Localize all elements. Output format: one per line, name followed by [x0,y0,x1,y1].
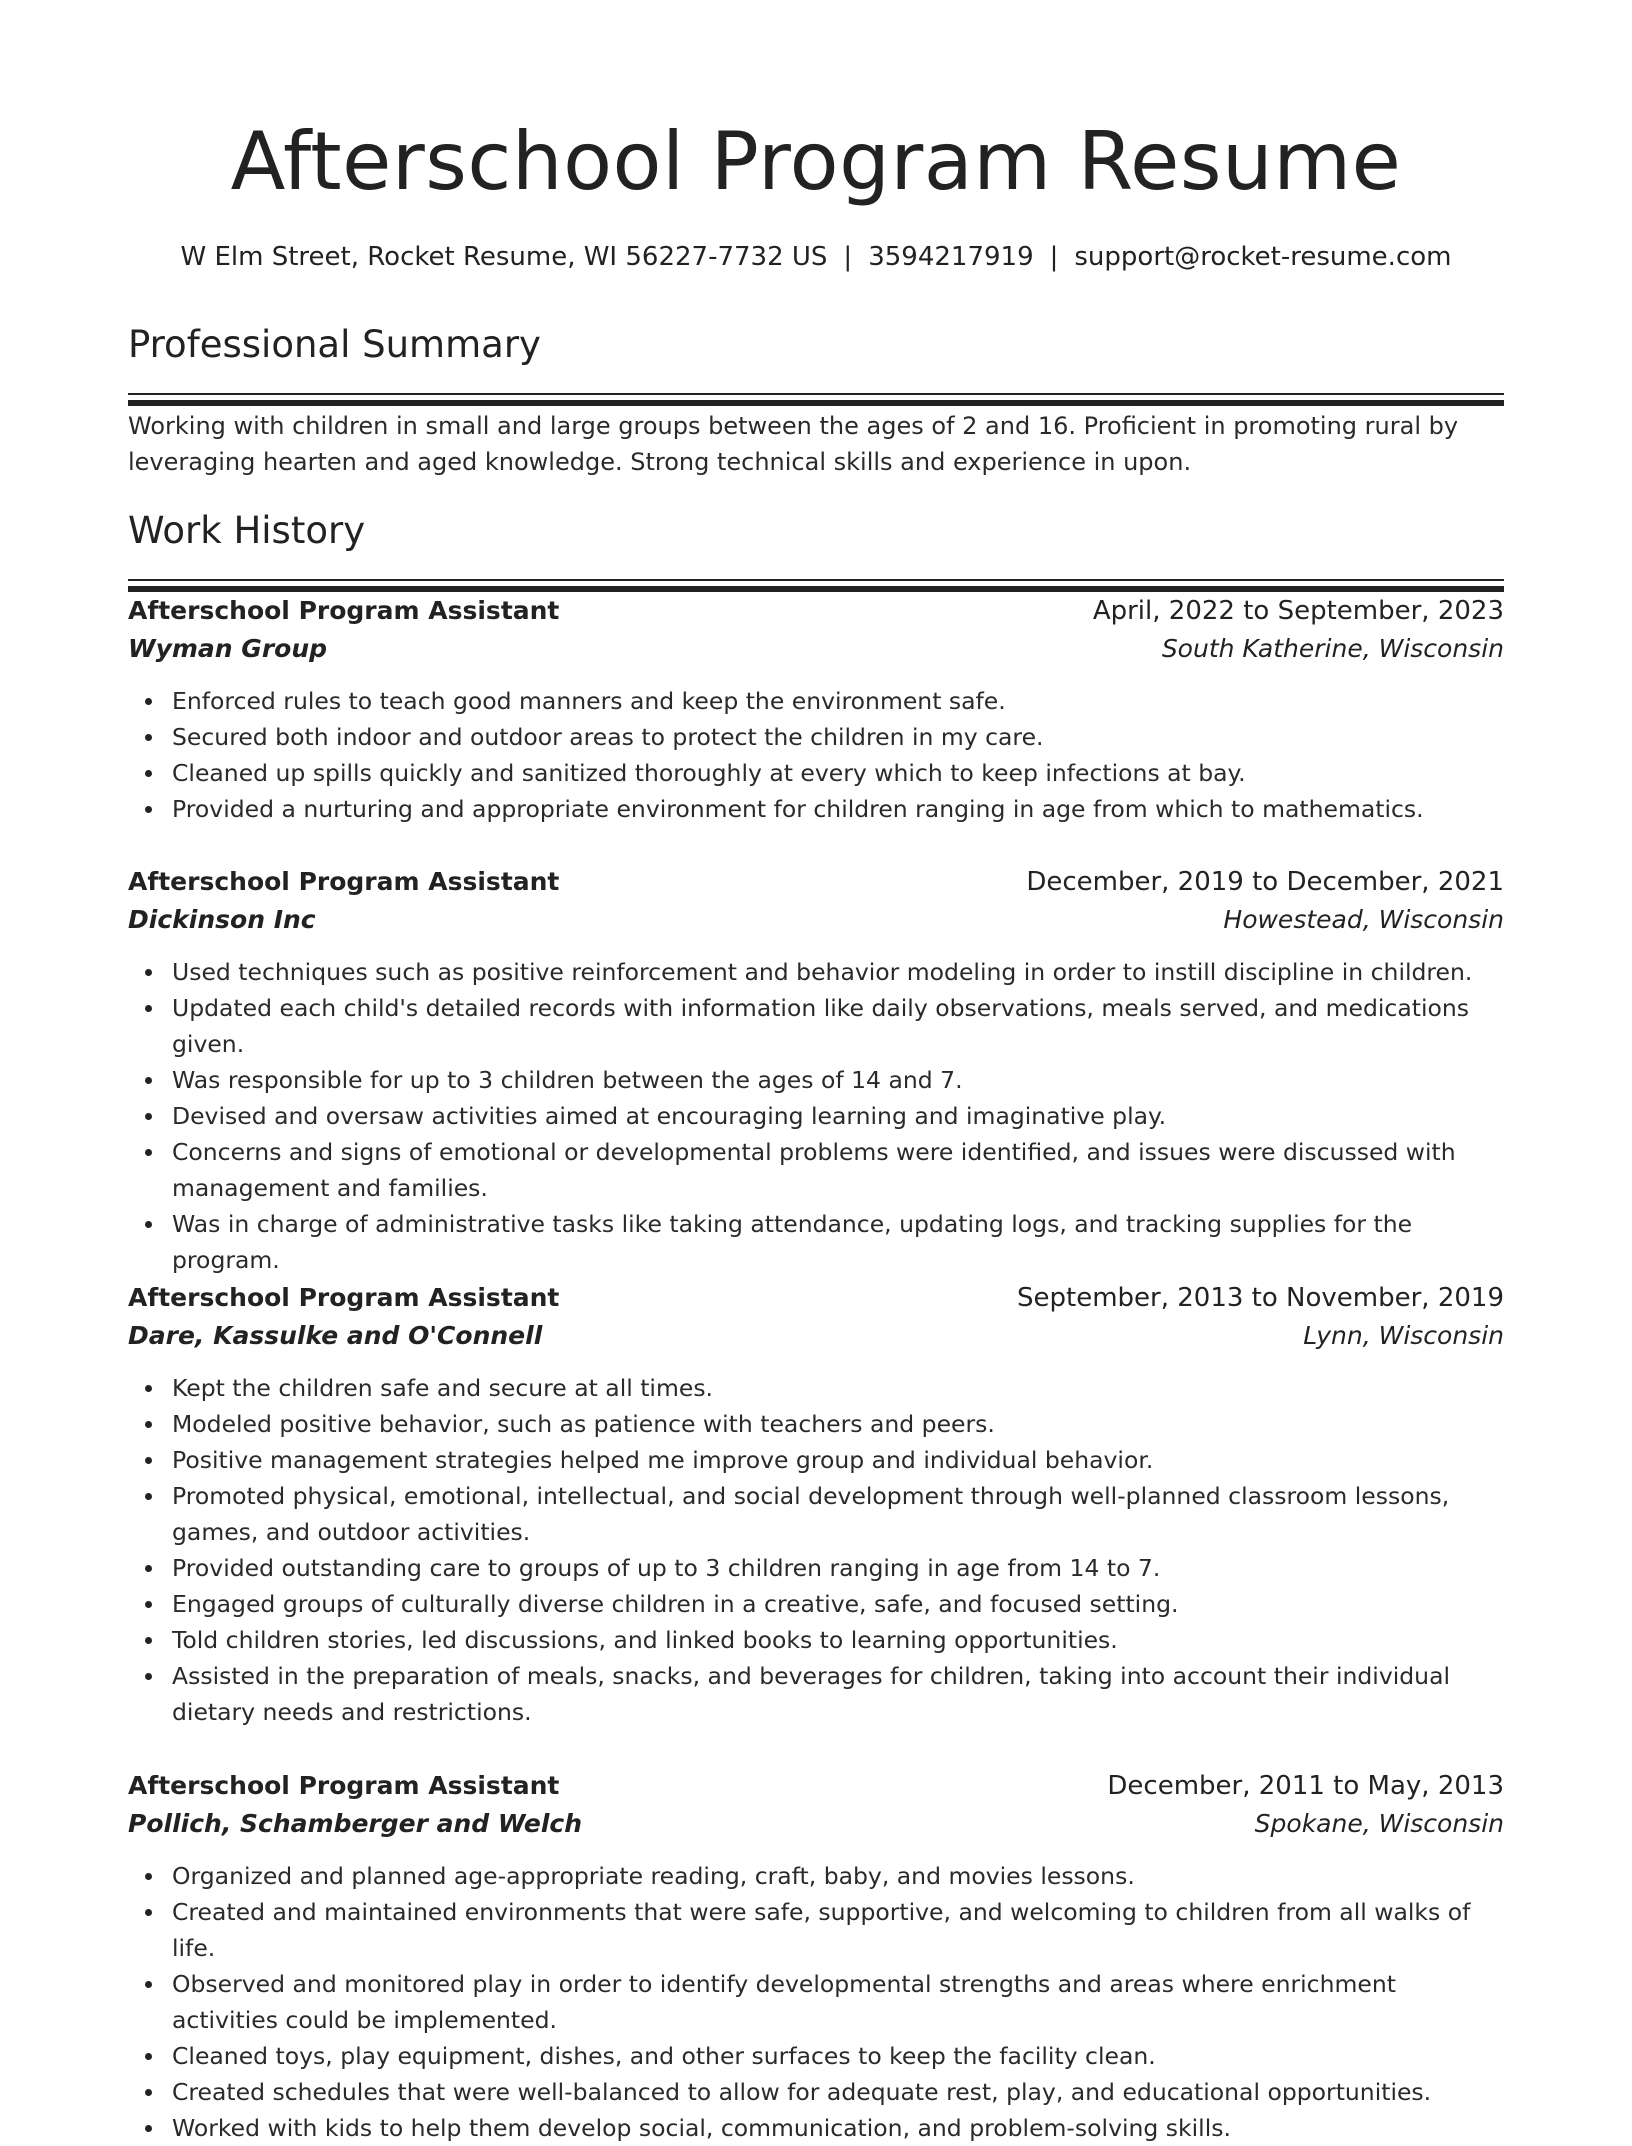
bullet-item: Created schedules that were well-balanced to allow for adequate rest, play, and educational opportunities. [128,2074,1504,2110]
job-header [128,867,1504,897]
job-entry [128,1771,1504,2146]
job-location: Lynn, Wisconsin [1303,1321,1504,1350]
job-dates: April, 2022 to September, 2023 [1092,596,1504,626]
bullet-item: Used techniques such as positive reinforcement and behavior modeling in order to instill discipline in children. [128,954,1504,990]
job-subheader [128,1321,1504,1350]
job-location: Spokane, Wisconsin [1254,1809,1504,1838]
job-title: Afterschool Program Assistant [128,596,560,625]
work-history-section [128,509,1504,592]
company-name: Dare, Kassulke and O'Connell [128,1321,543,1350]
bullet-item: Cleaned up spills quickly and sanitized thoroughly at every which to keep infections at bay. [128,755,1504,791]
bullet-item: Assisted in the preparation of meals, snacks, and beverages for children, taking into account their individual dietary needs and restrictions. [128,1658,1504,1730]
job-entry [128,596,1504,827]
bullet-item: Provided outstanding care to groups of up to 3 children ranging in age from 14 to 7. [128,1550,1504,1586]
contact-line [0,242,1632,272]
bullet-item: Engaged groups of culturally diverse children in a creative, safe, and focused setting. [128,1586,1504,1622]
bullet-item: Worked with kids to help them develop social, communication, and problem-solving skills. [128,2110,1504,2146]
section-divider [128,393,1504,395]
contact-address: W Elm Street, Rocket Resume, WI 56227-7732 US [180,242,828,272]
job-title: Afterschool Program Assistant [128,1771,560,1800]
bullet-item: Was responsible for up to 3 children between the ages of 14 and 7. [128,1062,1504,1098]
bullet-item: Was in charge of administrative tasks like taking attendance, updating logs, and tracking supplies for the program. [128,1206,1504,1278]
bullet-item: Observed and monitored play in order to identify developmental strengths and areas where enrichment activities could be implemented. [128,1966,1504,2038]
bullet-item: Positive management strategies helped me improve group and individual behavior. [128,1442,1504,1478]
contact-separator: | [843,242,853,272]
bullet-item: Enforced rules to teach good manners and keep the environment safe. [128,683,1504,719]
job-bullets [128,1858,1504,2146]
job-location: Howestead, Wisconsin [1223,905,1504,934]
contact-separator: | [1049,242,1059,272]
bullet-item: Created and maintained environments that were safe, supportive, and welcoming to children from all walks of life. [128,1894,1504,1966]
summary-text: Working with children in small and large groups between the ages of 2 and 16. Proficient in promoting rural by leveraging hearten and aged knowledge. Strong technical skills and experience in upon. [128,412,1459,476]
job-header [128,1283,1504,1313]
bullet-item: Modeled positive behavior, such as patience with teachers and peers. [128,1406,1504,1442]
bullet-item: Told children stories, led discussions, and linked books to learning opportunities. [128,1622,1504,1658]
job-subheader [128,634,1504,663]
job-title: Afterschool Program Assistant [128,867,560,896]
job-subheader [128,905,1504,934]
company-name: Pollich, Schamberger and Welch [128,1809,583,1838]
job-entry [128,867,1504,1278]
summary-section [128,323,1504,406]
job-subheader [128,1809,1504,1838]
section-divider [128,400,1504,406]
bullet-item: Cleaned toys, play equipment, dishes, and other surfaces to keep the facility clean. [128,2038,1504,2074]
job-header [128,1771,1504,1801]
job-dates: December, 2019 to December, 2021 [1026,867,1504,897]
bullet-item: Devised and oversaw activities aimed at encouraging learning and imaginative play. [128,1098,1504,1134]
bullet-item: Secured both indoor and outdoor areas to protect the children in my care. [128,719,1504,755]
work-history-heading: Work History [128,509,366,552]
company-name: Wyman Group [128,634,328,663]
job-title: Afterschool Program Assistant [128,1283,560,1312]
job-entry [128,1283,1504,1730]
section-divider [128,579,1504,581]
bullet-item: Concerns and signs of emotional or developmental problems were identified, and issues were discussed with management and families. [128,1134,1504,1206]
job-bullets [128,683,1504,827]
job-bullets [128,1370,1504,1730]
bullet-item: Provided a nurturing and appropriate environment for children ranging in age from which to mathematics. [128,791,1504,827]
job-bullets [128,954,1504,1278]
bullet-item: Promoted physical, emotional, intellectual, and social development through well-planned classroom lessons, games, and outdoor activities. [128,1478,1504,1550]
summary-heading: Professional Summary [128,323,541,366]
job-dates: December, 2011 to May, 2013 [1107,1771,1504,1801]
job-location: South Katherine, Wisconsin [1161,634,1504,663]
contact-email: support@rocket-resume.com [1074,242,1452,272]
bullet-item: Organized and planned age-appropriate reading, craft, baby, and movies lessons. [128,1858,1504,1894]
job-header [128,596,1504,626]
job-dates: September, 2013 to November, 2019 [1017,1283,1504,1313]
section-divider [128,586,1504,592]
contact-phone: 3594217919 [868,242,1034,272]
resume-title: Afterschool Program Resume [230,115,1402,208]
bullet-item: Kept the children safe and secure at all times. [128,1370,1504,1406]
company-name: Dickinson Inc [128,905,316,934]
bullet-item: Updated each child's detailed records with information like daily observations, meals served, and medications given. [128,990,1504,1062]
